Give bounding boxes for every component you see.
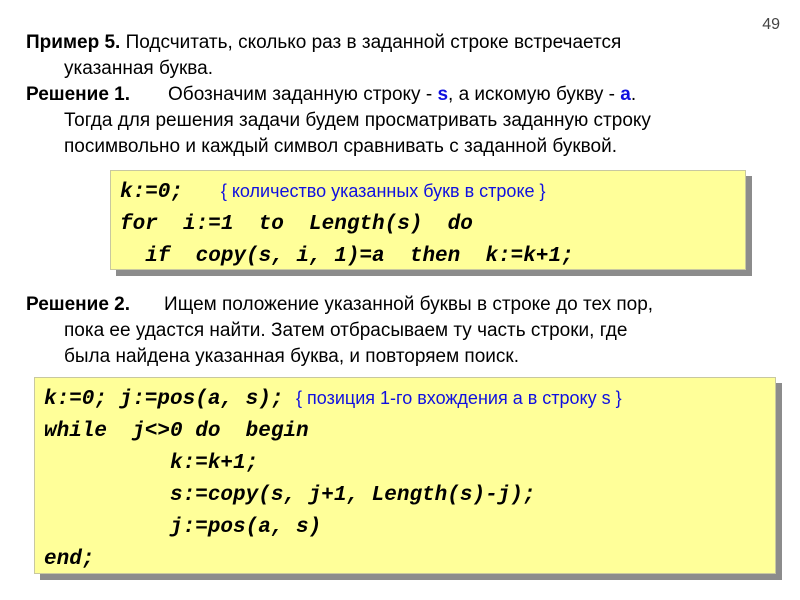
solution1-text-b: , а искомую букву - — [448, 84, 621, 105]
variable-s: s — [437, 84, 449, 105]
solution1-line-3: посимвольно и каждый символ сравнивать с заданной буквой. — [64, 136, 618, 157]
solution1-label: Решение 1. — [26, 84, 131, 105]
example-text-2: указанная буква. — [64, 58, 213, 79]
slide-number: 49 — [762, 16, 780, 33]
code2-line-3: k:=k+1; — [44, 452, 259, 475]
code2-line-1-code: k:=0; j:=pos(a, s); — [44, 388, 297, 411]
code2-line-1 — [44, 382, 775, 416]
code2-line-6: end; — [44, 548, 95, 571]
code1-line-1 — [120, 175, 745, 209]
solution2-text-1: Ищем положение указанной буквы в строке до тех пор, — [164, 294, 654, 315]
example-text-1: Подсчитать, сколько раз в заданной строке встречается — [120, 32, 622, 53]
solution1-text-a: Обозначим заданную строку - — [168, 84, 438, 105]
solution1-paragraph — [26, 82, 781, 160]
code2-line-2: while j<>0 do begin — [44, 420, 309, 443]
solution1-line-2: Тогда для решения задачи будем просматривать заданную строку — [64, 110, 651, 131]
code2-line-4: s:=copy(s, j+1, Length(s)-j); — [44, 484, 536, 507]
solution1-text-c: . — [630, 84, 637, 105]
example-line-1 — [26, 30, 781, 56]
code1-line-3: if copy(s, i, 1)=a then k:=k+1; — [120, 245, 574, 268]
solution2-line-1 — [26, 292, 781, 318]
solution1-line-1 — [26, 82, 781, 108]
code1-line-1-code: k:=0; — [120, 181, 221, 204]
code1-line-2: for i:=1 to Length(s) do — [120, 213, 473, 236]
code1-comment: { количество указанных букв в строке } — [220, 181, 546, 201]
code-block-2 — [34, 377, 776, 574]
example-paragraph — [26, 30, 781, 82]
example-label: Пример 5. — [26, 32, 121, 53]
code2-comment: { позиция 1-го вхождения a в строку s } — [296, 388, 622, 408]
solution2-line-2: пока ее удастся найти. Затем отбрасываем ту часть строки, где — [64, 320, 628, 341]
solution2-paragraph — [26, 292, 781, 370]
solution2-line-3: была найдена указанная буква, и повторяем поиск. — [64, 346, 519, 367]
code-block-1 — [110, 170, 746, 270]
code2-line-5: j:=pos(a, s) — [44, 516, 322, 539]
variable-a: a — [620, 84, 631, 105]
solution2-label: Решение 2. — [26, 294, 131, 315]
